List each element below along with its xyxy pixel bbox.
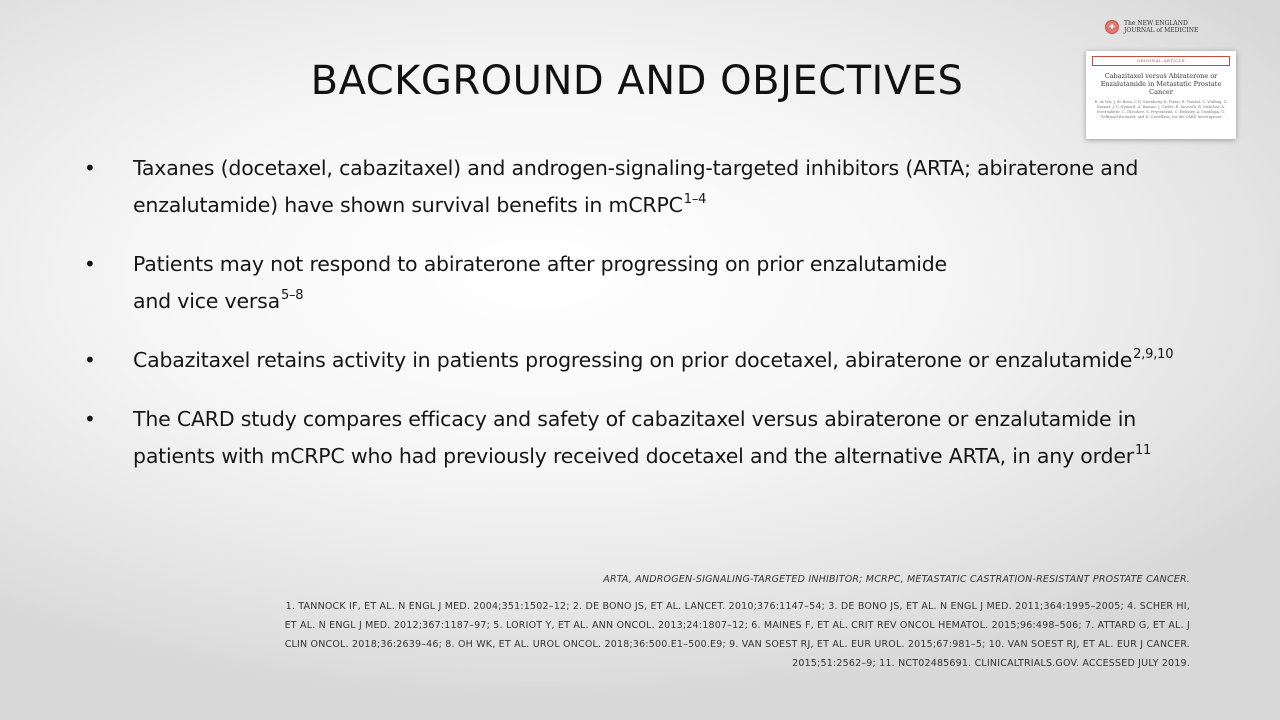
references-footnote: 1. TANNOCK IF, ET AL. N ENGL J MED. 2004;351:1502–12; 2. DE BONO JS, ET AL. LANCET. 2010;376:1147–54; 3. DE BONO JS, ET AL. N ENGL J MED. 2011;364:1995–2005; 4. SCHER HI, ET AL. N ENGL J MED. 2012;367:1187–97; 5. LORIOT Y, ET AL. ANN ONCOL. 2013;24:1807–12; 6. MAINES F, ET AL. CRIT REV ONCOL HEMATOL. 2015;96:498–506; 7. ATTARD G, ET AL. J CLIN ONCOL. 2018;36:2639–46; 8. OH WK, ET AL. UROL ONCOL. 2018;36:500.E1–500.E9; 9. VAN SOEST RJ, ET AL. EUR UROL. 2015;67:981–5; 10. VAN SOEST RJ, ET AL. EUR J CANCER. 2015;51:2562–9; 11. NCT02485691. CLINICALTRIALS.GOV. ACCESSED JULY 2019. xyxy=(284,601,1190,669)
abbreviations-footnote: ARTA, ANDROGEN-SIGNALING-TARGETED INHIBITOR; MCRPC, METASTATIC CASTRATION-RESISTANT PROSTATE CANCER. xyxy=(603,574,1190,585)
nejm-seal-icon: ✚ xyxy=(1105,20,1119,34)
nejm-article-banner: ORIGINAL ARTICLE xyxy=(1092,56,1230,66)
nejm-logo xyxy=(1105,20,1198,34)
nejm-name-line: JOURNAL of MEDICINE xyxy=(1124,27,1199,34)
bullet-item xyxy=(84,342,1184,379)
nejm-article-title: Cabazitaxel versus Abiraterone or Enzalutamide in Metastatic Prostate Cancer xyxy=(1100,72,1222,96)
bullet-text: and vice versa xyxy=(133,289,280,313)
bullet-marker: • xyxy=(84,407,96,431)
bullet-item xyxy=(84,150,1184,224)
bullet-text: Taxanes (docetaxel, cabazitaxel) and androgen-signaling-targeted inhibitors (ARTA; abiraterone and enzalutamide) have shown survival benefits in mCRPC xyxy=(133,156,1139,217)
nejm-name-line: The NEW ENGLAND xyxy=(1124,20,1188,27)
bullet-item xyxy=(84,401,1184,475)
nejm-journal-name xyxy=(1124,20,1198,34)
citation-superscript: 11 xyxy=(1134,443,1152,458)
bullet-text: Patients may not respond to abiraterone after progressing on prior enzalutamide xyxy=(133,252,947,276)
nejm-article-authors: R. de Wit, J. de Bono, C.N. Sternberg, K. Fizazi, B. Tombal, C. Wülfing, G. Kramer, J.-C. Eymard, A. Bamias, J. Carles, R. Iacovelli, B. Melichar, Á. Sverrisdóttir, C. Theodore, S. Feyerabend, C. Helissey, A. Ozatilgan, C. Geffriaud-Ricouard, and D. Castellano, for the CARD Investigators xyxy=(1094,100,1228,119)
bullet-marker: • xyxy=(84,348,96,372)
bullet-text: The CARD study compares efficacy and safety of cabazitaxel versus abiraterone or enzalutamide in patients with mCRPC who had previously received docetaxel and the alternative ARTA, in any order xyxy=(133,407,1137,468)
bullet-text: Cabazitaxel retains activity in patients progressing on prior docetaxel, abiraterone or enzalutamide xyxy=(133,348,1133,372)
bullet-marker: • xyxy=(84,252,96,276)
citation-superscript: 1–4 xyxy=(683,192,707,207)
bullet-marker: • xyxy=(84,156,96,180)
bullet-list xyxy=(84,150,1184,497)
page-title: BACKGROUND AND OBJECTIVES xyxy=(310,58,964,104)
citation-superscript: 2,9,10 xyxy=(1133,347,1174,362)
nejm-article-thumbnail xyxy=(1086,51,1236,139)
bullet-item xyxy=(84,246,1184,320)
citation-superscript: 5–8 xyxy=(280,288,304,303)
